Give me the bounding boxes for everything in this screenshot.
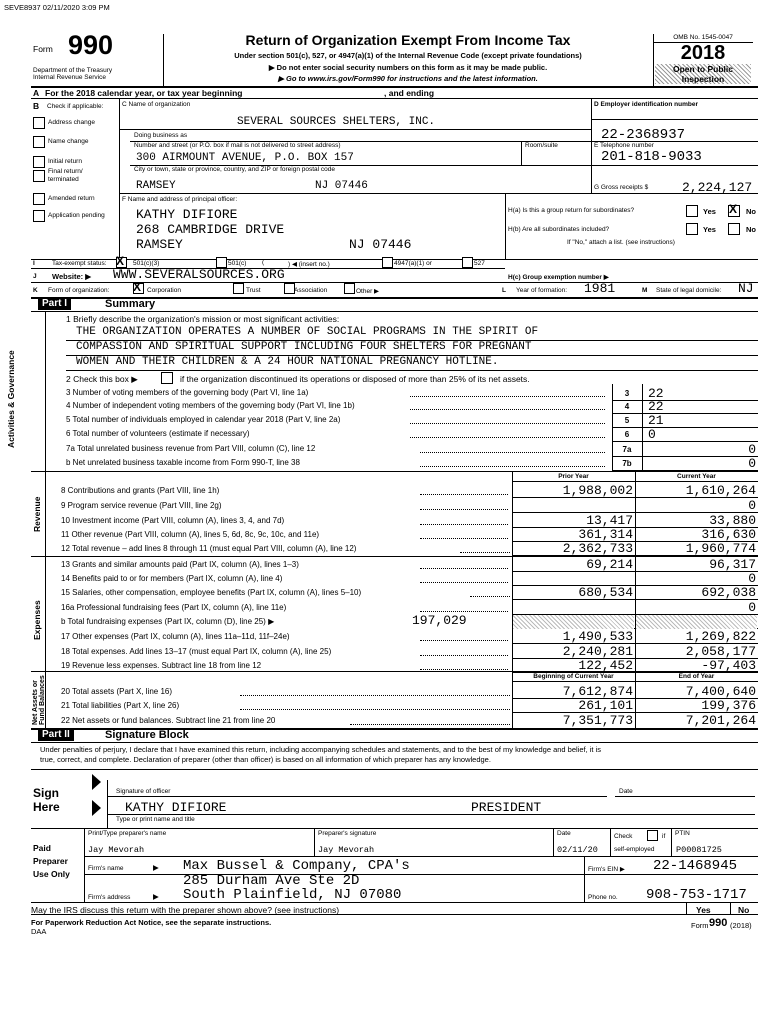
current-year-value-19: 2,058,177: [685, 644, 756, 659]
line16b-value: 197,029: [412, 613, 467, 628]
fin-line-10: 10 Investment income (Part VIII, column (A), lines 3, 4, and 7d): [61, 516, 285, 525]
line1-text: 1 Briefly describe the organization's mission or most significant activities:: [66, 314, 340, 324]
4947-checkbox[interactable]: [382, 257, 393, 268]
hc-label: H(c) Group exemption number ▶: [508, 274, 609, 281]
city-label: City or town, state or province, country, and ZIP or foreign postal code: [134, 166, 335, 173]
eoy-value-21: 199,376: [701, 698, 756, 713]
org-city: RAMSEY: [136, 180, 176, 192]
current-year-value-12: 1,960,774: [685, 541, 756, 556]
current-year-value-16: 0: [748, 600, 756, 615]
part2-tag: Part II: [38, 729, 74, 741]
fin-line-14: 14 Benefits paid to or for members (Part IX, column (A), line 4): [61, 574, 283, 583]
side-governance: Activities & Governance: [6, 350, 16, 448]
boy-value-20: 7,612,874: [562, 684, 633, 699]
legal-domicile-label: State of legal domicile:: [656, 287, 722, 294]
prior-year-header: Prior Year: [558, 473, 589, 480]
address-change-checkbox[interactable]: [33, 117, 45, 129]
here-label: Here: [33, 800, 60, 814]
line-a-text: For the 2018 calendar year, or tax year beginning: [45, 88, 243, 98]
firm-name-arrow: ▶: [153, 863, 159, 872]
current-year-value-15: 692,038: [701, 585, 756, 600]
prep-signature: Jay Mevorah: [318, 845, 375, 855]
gov-value-7b: 0: [748, 456, 756, 471]
type-name-label: Type or print name and title: [116, 816, 195, 823]
form-org-label: Form of organization:: [48, 287, 110, 294]
prep-name: Jay Mevorah: [88, 845, 145, 855]
net-line-21: 21 Total liabilities (Part X, line 26): [61, 701, 180, 710]
formation-year-label: Year of formation:: [516, 287, 568, 294]
telephone-value: 201-818-9033: [601, 149, 702, 165]
hb-note: If "No," attach a list. (see instructions): [567, 239, 675, 246]
part1-title: Summary: [105, 298, 156, 310]
form-subtitle-3: ▶ Go to www.irs.gov/Form990 for instructions and the latest information.: [278, 74, 538, 83]
section-b-title: Check if applicable:: [47, 103, 104, 110]
other-org-label: Other ▶: [356, 288, 380, 295]
firm-phone-label: Phone no.: [588, 894, 618, 901]
corporation-check: X: [133, 280, 142, 294]
527-checkbox[interactable]: [462, 257, 473, 268]
line-k-label: K: [33, 287, 38, 294]
boy-value-22: 7,351,773: [562, 713, 633, 728]
gov-line-7a: 7a Total unrelated business revenue from Part VIII, column (C), line 12: [66, 444, 316, 453]
fin-line-16: 16a Professional fundraising fees (Part IX, column (A), line 11e): [61, 603, 287, 612]
line2-text-a: 2 Check this box ▶: [66, 374, 138, 384]
firm-name: Max Bussel & Company, CPA's: [183, 858, 410, 874]
boy-value-21: 261,101: [578, 698, 633, 713]
part2-title: Signature Block: [105, 729, 189, 741]
mission-line-1: THE ORGANIZATION OPERATES A NUMBER OF SOCIAL PROGRAMS IN THE SPIRIT OF: [76, 326, 539, 338]
hb-question: H(b) Are all subordinates included?: [508, 226, 610, 233]
prior-year-value-12: 2,362,733: [562, 541, 633, 556]
gov-line-6: 6 Total number of volunteers (estimate if necessary): [66, 429, 250, 438]
form-subtitle-2: ▶ Do not enter social security numbers on this form as it may be made public.: [268, 63, 548, 72]
fin-line-19: 18 Total expenses. Add lines 13–17 (must equal Part IX, column (A), line 25): [61, 647, 332, 656]
prep-ptin: P00081725: [676, 845, 722, 855]
discuss-no[interactable]: No: [738, 905, 750, 915]
discontinued-checkbox[interactable]: [161, 372, 173, 384]
current-year-value-9: 0: [748, 498, 756, 513]
officer-name: KATHY DIFIORE: [136, 207, 238, 222]
prep-check-label: Check: [614, 833, 633, 840]
gov-line-number-3: 3: [624, 389, 630, 398]
sign-label: Sign: [33, 786, 59, 800]
4947-label: 4947(a)(1) or: [394, 260, 432, 267]
website-label: Website: ▶: [52, 272, 91, 281]
amended-return-label: Amended return: [48, 195, 95, 202]
501c-paren: (: [262, 259, 265, 266]
org-state-zip: NJ 07446: [315, 180, 368, 192]
gov-value-3: 22: [648, 386, 664, 401]
ha-no-label: No: [746, 207, 756, 216]
fin-line-13: 13 Grants and similar amounts paid (Part IX, column (A), lines 1–3): [61, 560, 299, 569]
prior-year-value-20: 122,452: [578, 658, 633, 673]
other-org-checkbox[interactable]: [344, 283, 355, 294]
gov-line-number-5: 5: [624, 416, 630, 425]
sign-arrow-2-icon: [92, 800, 101, 816]
firm-phone: 908-753-1717: [646, 887, 747, 903]
current-year-value-10: 33,880: [709, 513, 756, 528]
gov-line-7b: b Net unrelated business taxable income from Form 990-T, line 38: [66, 458, 300, 467]
signer-name: KATHY DIFIORE: [125, 800, 227, 815]
hb-no-checkbox[interactable]: [728, 223, 740, 235]
sign-date-label: Date: [619, 788, 633, 795]
current-year-value-20: -97,403: [701, 658, 756, 673]
501c-label: 501(c): [228, 260, 247, 267]
ha-yes-checkbox[interactable]: [686, 205, 698, 217]
hb-yes-label: Yes: [703, 225, 716, 234]
gov-value-6: 0: [648, 427, 656, 442]
501c-insert: ) ◀ (insert no.): [288, 261, 330, 268]
org-name-label: C Name of organization: [122, 101, 191, 108]
gov-line-3: 3 Number of voting members of the governing body (Part VI, line 1a): [66, 388, 309, 397]
prep-name-label: Print/Type preparer's name: [88, 830, 167, 837]
firm-name-label: Firm's name: [88, 865, 124, 872]
mission-line-2: COMPASSION AND SPIRITUAL SUPPORT INCLUDING FOUR SHELTERS FOR PREGNANT: [76, 341, 532, 353]
ein-value: 22-2368937: [601, 127, 686, 143]
form-title: Return of Organization Exempt From Income Tax: [245, 32, 571, 48]
discuss-question: May the IRS discuss this return with the preparer shown above? (see instructions): [31, 905, 340, 915]
firm-address-2: South Plainfield, NJ 07080: [183, 887, 402, 903]
gov-line-number-6: 6: [624, 430, 630, 439]
527-label: 527: [474, 260, 485, 267]
address-change-label: Address change: [48, 119, 95, 126]
prior-year-value-18: 1,490,533: [562, 629, 633, 644]
prior-year-value-11: 361,314: [578, 527, 633, 542]
dept-irs: Internal Revenue Service: [33, 74, 106, 81]
line-l-label: L: [502, 287, 506, 294]
use-only-label: Use Only: [33, 869, 70, 879]
print-stamp: SEVE8937 02/11/2020 3:09 PM: [4, 3, 110, 12]
fin-line-9: 9 Program service revenue (Part VIII, line 2g): [61, 501, 222, 510]
footer-form-number: 990: [709, 917, 728, 929]
gov-line-number-7b: 7b: [622, 459, 632, 468]
form-number: 990: [68, 30, 114, 60]
firm-ein: 22-1468945: [653, 858, 738, 874]
fin-line-20: 19 Revenue less expenses. Subtract line 18 from line 12: [61, 661, 262, 670]
signature-officer-label: Signature of officer: [116, 788, 171, 795]
prep-if-label: if: [662, 833, 666, 840]
telephone-label: E Telephone number: [594, 142, 654, 149]
daa-label: DAA: [31, 927, 47, 936]
gov-line-number-4: 4: [624, 402, 630, 411]
prior-year-value-10: 13,417: [586, 513, 633, 528]
mission-line-3: WOMEN AND THEIR CHILDREN & A 24 HOUR NATIONAL PREGNANCY HOTLINE.: [76, 356, 499, 368]
final-return-checkbox[interactable]: [33, 170, 45, 182]
line-a-ending: , and ending: [384, 88, 435, 98]
association-label: Association: [294, 287, 328, 294]
gov-value-7a: 0: [748, 442, 756, 457]
discuss-yes[interactable]: Yes: [696, 905, 711, 915]
current-year-value-18: 1,269,822: [685, 629, 756, 644]
fin-line-17: b Total fundraising expenses (Part IX, column (D), line 25) ▶: [61, 617, 275, 626]
part1-tag: Part I: [38, 298, 71, 310]
officer-state-zip: NJ 07446: [349, 237, 412, 252]
section-b-label: B: [33, 101, 40, 111]
initial-return-checkbox[interactable]: [33, 156, 45, 168]
current-year-value-13: 96,317: [709, 557, 756, 572]
firm-address-arrow: ▶: [153, 892, 159, 901]
tax-exempt-label: Tax-exempt status:: [52, 260, 107, 267]
current-year-value-8: 1,610,264: [685, 483, 756, 498]
current-year-value-14: 0: [748, 571, 756, 586]
prior-year-value-8: 1,988,002: [562, 483, 633, 498]
hb-yes-checkbox[interactable]: [686, 223, 698, 235]
perjury-line-1: Under penalties of perjury, I declare that I have examined this return, including accompanying schedules and statements, and to the best of my knowledge and belief, it is: [40, 745, 602, 754]
fin-line-12: 12 Total revenue – add lines 8 through 11 (must equal Part VIII, column (A), line 12): [61, 544, 357, 553]
gov-line-number-7a: 7a: [622, 445, 632, 454]
gov-value-4: 22: [648, 399, 664, 414]
boy-header: Beginning of Current Year: [533, 673, 614, 680]
form-word: Form: [33, 44, 53, 54]
paperwork-notice: For Paperwork Reduction Act Notice, see the separate instructions.: [31, 918, 272, 927]
application-pending-label: Application pending: [48, 212, 105, 219]
firm-ein-label: Firm's EIN ▶: [588, 866, 625, 873]
line-i-label: I: [33, 260, 35, 267]
current-year-header: Current Year: [677, 473, 716, 480]
prior-year-value-13: 69,214: [586, 557, 633, 572]
paid-label: Paid: [33, 843, 51, 853]
eoy-value-22: 7,201,264: [685, 713, 756, 728]
footer-form-word: Form: [691, 921, 709, 930]
principal-officer-label: F Name and address of principal officer:: [122, 196, 238, 203]
final-return-label: Final return/ terminated: [48, 168, 83, 183]
side-expenses: Expenses: [32, 600, 42, 640]
corporation-label: Corporation: [147, 287, 181, 294]
prior-year-value-15: 680,534: [578, 585, 633, 600]
amended-return-checkbox[interactable]: [33, 193, 45, 205]
firm-address-1: 285 Durham Ave Ste 2D: [183, 873, 360, 889]
prior-year-value-19: 2,240,281: [562, 644, 633, 659]
preparer-label: Preparer: [33, 856, 68, 866]
fin-line-18: 17 Other expenses (Part IX, column (A), lines 11a–11d, 11f–24e): [61, 632, 290, 641]
gross-receipts-value: 2,224,127: [682, 180, 753, 195]
ha-question: H(a) Is this a group return for subordinates?: [508, 207, 635, 214]
room-suite-label: Room/suite: [525, 142, 558, 149]
footer-form-year: (2018): [730, 921, 752, 930]
dba-label: Doing business as: [134, 132, 188, 139]
ha-yes-label: Yes: [703, 207, 716, 216]
net-line-22: 22 Net assets or fund balances. Subtract line 21 from line 20: [61, 716, 276, 725]
tax-year: 2018: [680, 42, 726, 64]
self-employed-label: self-employed: [614, 846, 655, 853]
line-a-label: A: [33, 88, 40, 98]
fin-line-8: 8 Contributions and grants (Part VIII, line 1h): [61, 486, 220, 495]
signer-title: PRESIDENT: [471, 800, 542, 815]
org-street: 300 AIRMOUNT AVENUE, P.O. BOX 157: [136, 152, 354, 164]
eoy-header: End of Year: [678, 673, 715, 680]
dept-treasury: Department of the Treasury: [33, 67, 113, 74]
application-pending-checkbox[interactable]: [33, 210, 45, 222]
trust-label: Trust: [246, 287, 261, 294]
self-employed-checkbox[interactable]: [647, 830, 658, 841]
initial-return-label: Initial return: [48, 158, 82, 165]
501c3-check: X: [116, 254, 125, 268]
gov-line-4: 4 Number of independent voting members of the governing body (Part VI, line 1b): [66, 401, 355, 410]
org-name: SEVERAL SOURCES SHELTERS, INC.: [237, 116, 436, 128]
current-year-value-11: 316,630: [701, 527, 756, 542]
ha-no-check: X: [729, 202, 738, 216]
street-label: Number and street (or P.O. box if mail is not delivered to street address): [134, 142, 341, 149]
legal-domicile: NJ: [738, 281, 754, 296]
fin-line-15: 15 Salaries, other compensation, employee benefits (Part IX, column (A), lines 5–10): [61, 588, 362, 597]
prep-date: 02/11/20: [557, 845, 598, 855]
side-revenue: Revenue: [32, 496, 42, 532]
name-change-checkbox[interactable]: [33, 136, 45, 148]
line-j-label: J: [33, 273, 37, 280]
eoy-value-20: 7,400,640: [685, 684, 756, 699]
name-change-label: Name change: [48, 138, 89, 145]
fin-line-11: 11 Other revenue (Part VIII, column (A), lines 5, 6d, 8c, 9c, 10c, and 11e): [61, 530, 320, 539]
hb-no-label: No: [746, 225, 756, 234]
501c3-label: 501(c)(3): [133, 260, 160, 267]
firm-address-label: Firm's address: [88, 894, 131, 901]
officer-street: 268 CAMBRIDGE DRIVE: [136, 222, 285, 237]
perjury-line-2: true, correct, and complete. Declaration of preparer (other than officer) is based on all information of which preparer has any knowledge.: [40, 755, 491, 764]
side-net-assets: Net Assets or Fund Balances: [32, 675, 46, 725]
line-m-label: M: [642, 287, 648, 294]
open-public-1: Open to Public: [673, 64, 733, 74]
prep-date-label: Date: [557, 830, 571, 837]
trust-checkbox[interactable]: [233, 283, 244, 294]
open-public-2: Inspection: [681, 74, 725, 84]
line2-text-b: if the organization discontinued its operations or disposed of more than 25% of its net assets.: [180, 374, 530, 384]
prep-sig-label: Preparer's signature: [318, 830, 377, 837]
net-line-20: 20 Total assets (Part X, line 16): [61, 687, 173, 696]
ptin-label: PTIN: [675, 830, 690, 837]
omb-number: OMB No. 1545-0047: [673, 34, 733, 41]
officer-city: RAMSEY: [136, 237, 183, 252]
gross-receipts-label: G Gross receipts $: [594, 184, 649, 191]
sign-arrow-icon: [92, 774, 101, 790]
website-value: WWW.SEVERALSOURCES.ORG: [113, 267, 285, 282]
form-subtitle-1: Under section 501(c), 527, or 4947(a)(1) of the Internal Revenue Code (except private foundations): [234, 51, 582, 60]
formation-year: 1981: [584, 281, 616, 296]
gov-value-5: 21: [648, 413, 664, 428]
gov-line-5: 5 Total number of individuals employed in calendar year 2018 (Part V, line 2a): [66, 415, 341, 424]
ein-label: D Employer identification number: [594, 101, 699, 108]
